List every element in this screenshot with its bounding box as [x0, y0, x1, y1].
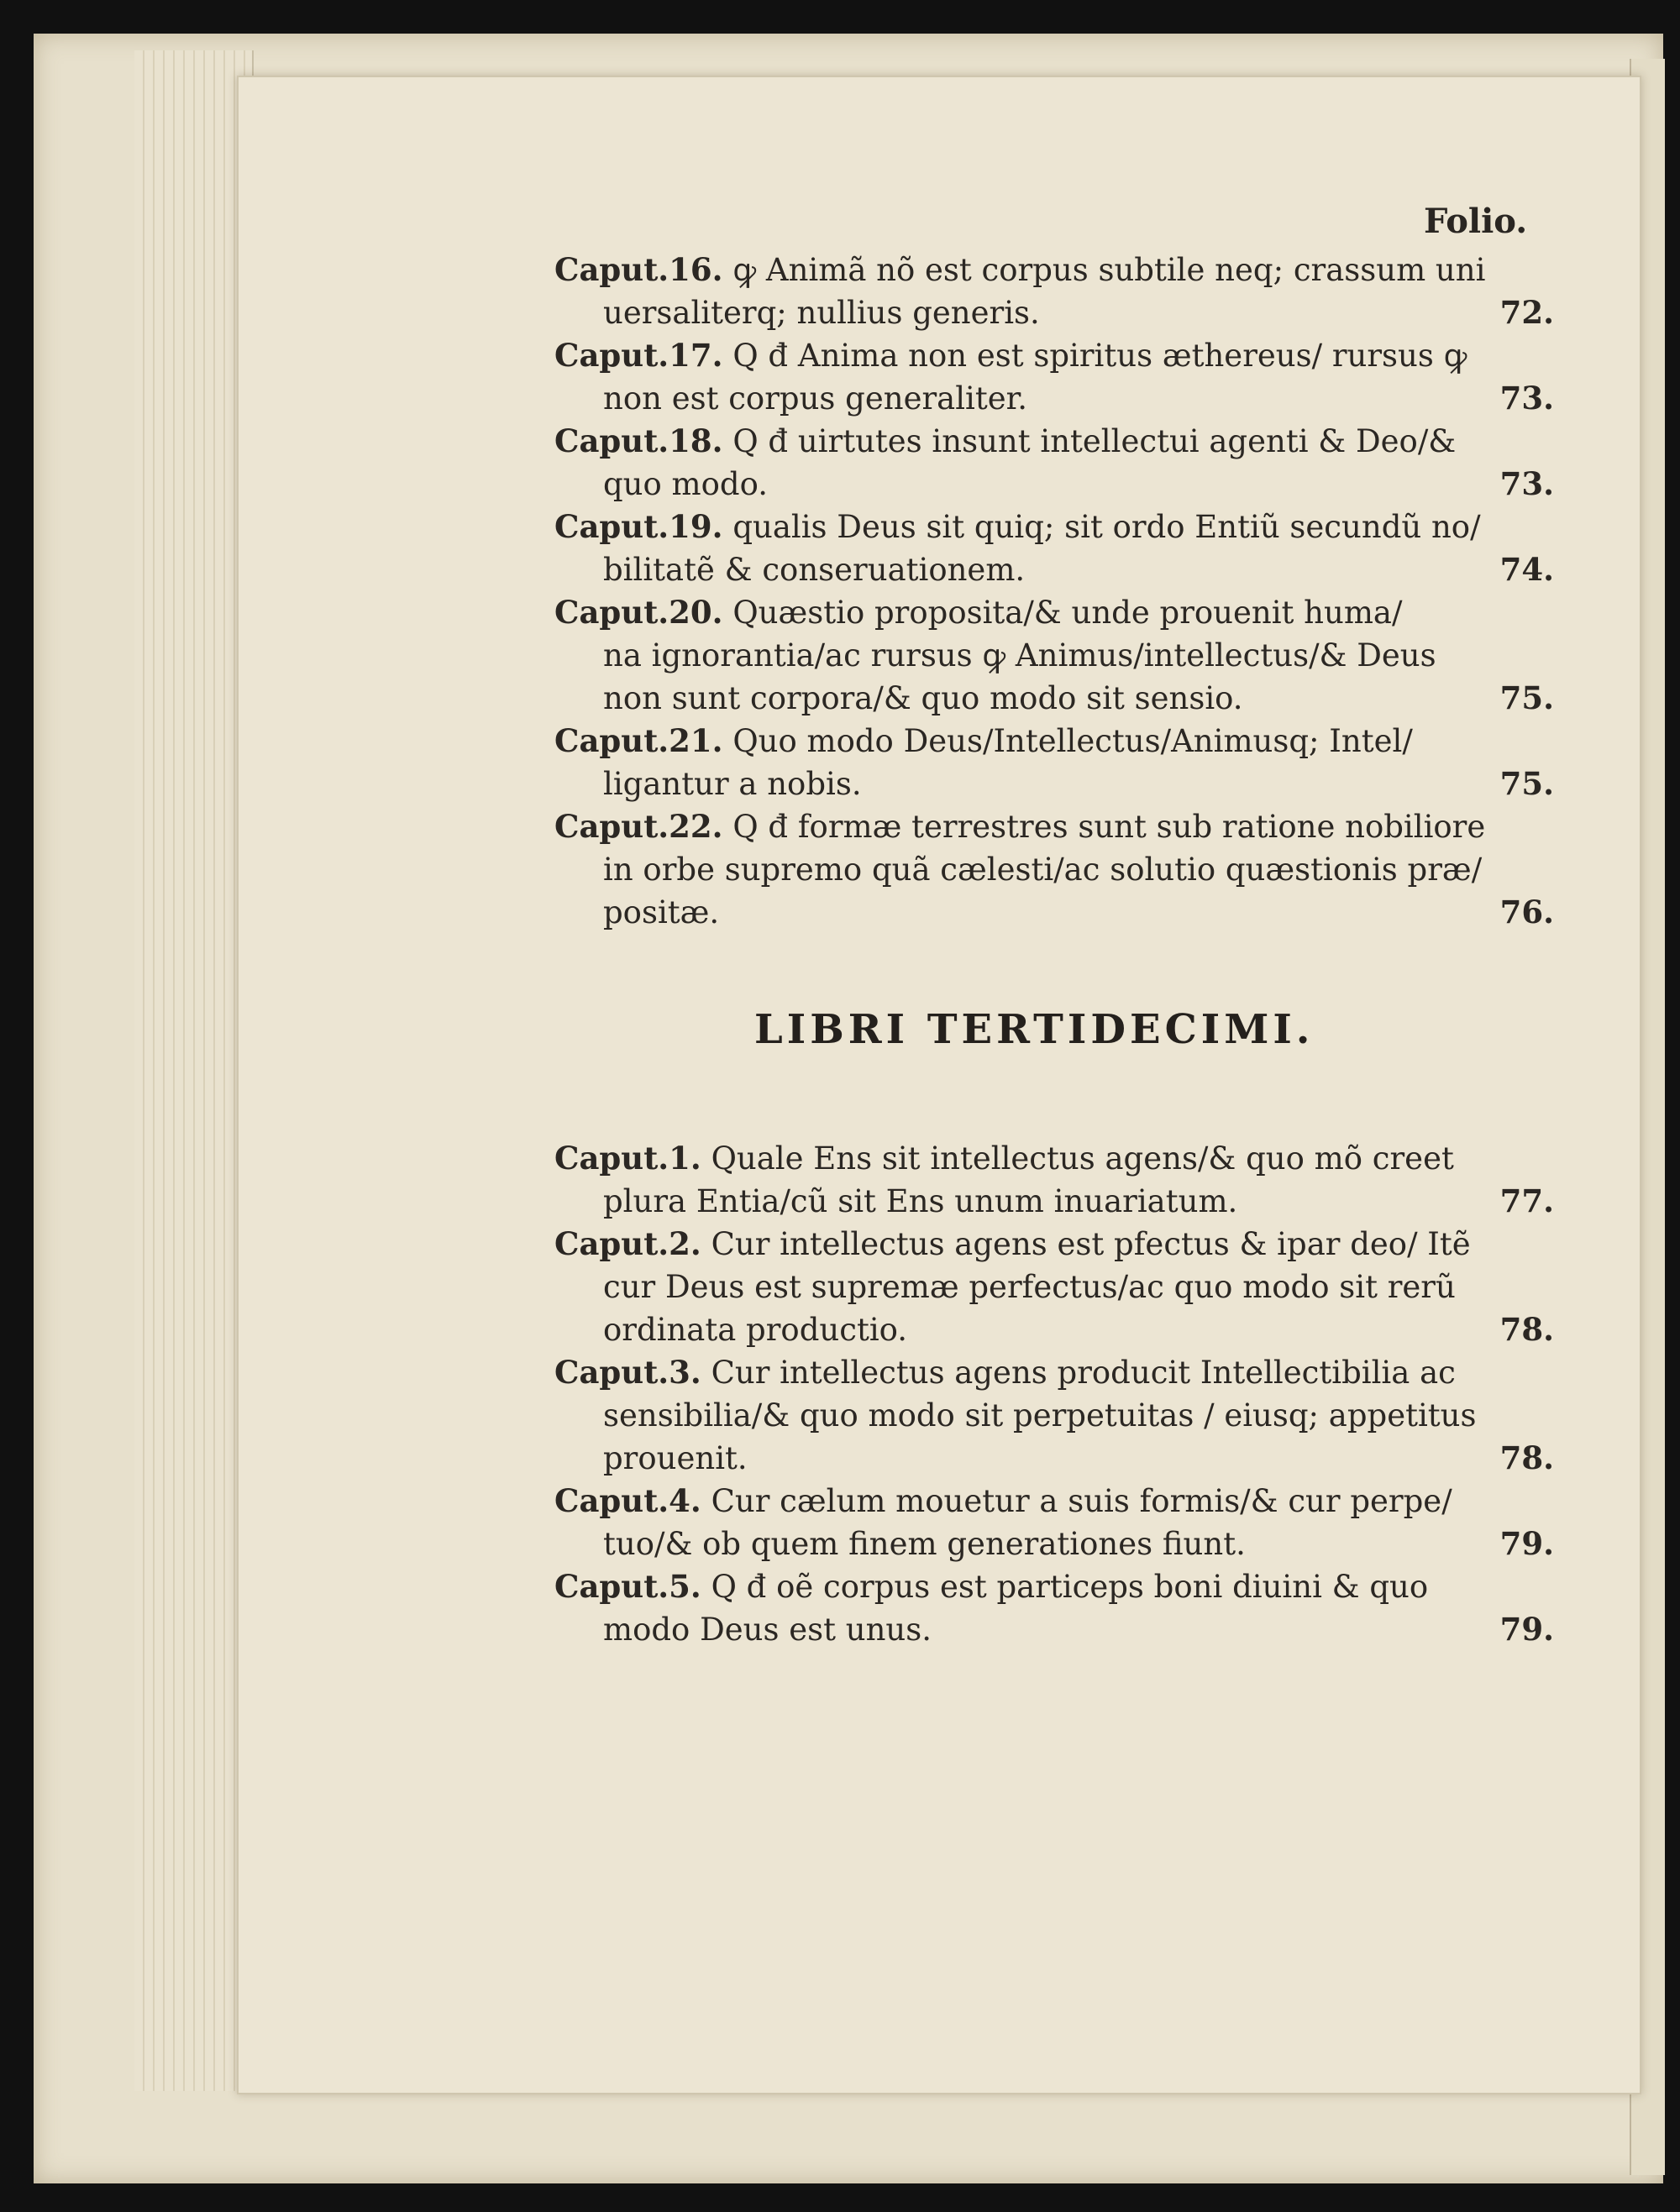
toc-entry	[554, 1480, 1554, 1565]
chapter-label: Caput.17.	[554, 337, 723, 374]
toc-entry	[554, 1565, 1554, 1651]
toc-list-book-13	[554, 1137, 1554, 1651]
toc-entry-line	[554, 249, 1554, 291]
chapter-label: Caput.19.	[554, 508, 723, 545]
page-number: 75.	[1499, 765, 1554, 802]
chapter-title-text: Quæstio proposita/& unde prouenit huma/	[732, 595, 1403, 631]
chapter-title-text: Q đ formæ terrestres sunt sub ratione nobiliore	[732, 809, 1486, 845]
chapter-title-text: bilitatẽ & conseruationem.	[603, 552, 1026, 588]
toc-entry	[554, 334, 1554, 420]
toc-entry-line	[554, 377, 1554, 420]
toc-entry	[554, 506, 1554, 591]
toc-entry-line	[554, 1565, 1554, 1608]
toc-entry-line	[554, 848, 1554, 891]
chapter-title-text: Quo modo Deus/Intellectus/Animusq; Intel/	[732, 723, 1413, 759]
toc-entry-line	[554, 1351, 1554, 1394]
toc-entry-line	[554, 1308, 1554, 1351]
chapter-title-text: modo Deus est unus.	[603, 1612, 932, 1648]
chapter-label: Caput.2.	[554, 1225, 701, 1262]
page-number: 73.	[1499, 465, 1554, 502]
chapter-label: Caput.21.	[554, 722, 723, 759]
chapter-label: Caput.1.	[554, 1140, 701, 1177]
chapter-title-text: ligantur a nobis.	[603, 766, 862, 802]
chapter-title-text: tuo/& ob quem finem generationes fiunt.	[603, 1526, 1246, 1562]
toc-entry-line	[554, 720, 1554, 763]
toc-entry-line	[554, 763, 1554, 805]
chapter-title-text: uersaliterq; nullius generis.	[603, 295, 1040, 331]
page-number: 73.	[1499, 380, 1554, 417]
chapter-title-text: Cur intellectus agens est pfectus & ipar deo/ Itẽ	[711, 1226, 1471, 1262]
chapter-label: Caput.3.	[554, 1354, 701, 1391]
toc-entry-line	[554, 420, 1554, 463]
toc-entry-line	[554, 1180, 1554, 1223]
chapter-title-text: ꝙ Animã nõ est corpus subtile neq; crassum uni	[732, 252, 1486, 288]
chapter-title-text: plura Entia/cũ sit Ens unum inuariatum.	[603, 1183, 1238, 1219]
toc-entry	[554, 1137, 1554, 1223]
chapter-title-text: Q đ Anima non est spiritus æthereus/ rursus ꝙ	[732, 338, 1467, 374]
toc-entry	[554, 1351, 1554, 1480]
page-number: 72.	[1499, 294, 1554, 331]
toc-entry	[554, 1223, 1554, 1351]
chapter-title-text: na ignorantia/ac rursus ꝙ Animus/intellectus/& Deus	[603, 637, 1436, 674]
chapter-title-text: prouenit.	[603, 1440, 748, 1476]
page-stack-edge	[134, 50, 254, 2091]
toc-entry-line	[554, 334, 1554, 377]
chapter-label: Caput.18.	[554, 422, 723, 459]
page-number: 78.	[1499, 1311, 1554, 1348]
page-number: 78.	[1499, 1439, 1554, 1476]
page-number: 76.	[1499, 894, 1554, 930]
chapter-label: Caput.5.	[554, 1568, 701, 1605]
chapter-title-text: in orbe supremo quã cælesti/ac solutio quæstionis præ/	[603, 852, 1483, 888]
toc-entry-line	[554, 1480, 1554, 1523]
toc-entry-line	[554, 891, 1554, 934]
page-number: 79.	[1499, 1611, 1554, 1648]
chapter-title-text: qualis Deus sit quiq; sit ordo Entiũ secundũ no/	[732, 509, 1481, 545]
toc-entry-line	[554, 1137, 1554, 1180]
page-number: 77.	[1499, 1182, 1554, 1219]
toc-entry-line	[554, 506, 1554, 548]
chapter-label: Caput.4.	[554, 1482, 701, 1519]
chapter-label: Caput.20.	[554, 594, 723, 631]
toc-entry-line	[554, 548, 1554, 591]
page-number: 74.	[1499, 551, 1554, 588]
toc-entry-line	[554, 805, 1554, 848]
chapter-title-text: Cur cælum mouetur a suis formis/& cur perpe/	[711, 1483, 1452, 1519]
page-number: 79.	[1499, 1525, 1554, 1562]
toc-entry-line	[554, 1223, 1554, 1266]
chapter-title-text: non est corpus generaliter.	[603, 380, 1028, 417]
chapter-title-text: sensibilia/& quo modo sit perpetuitas / eiusq; appetitus	[603, 1397, 1477, 1434]
toc-entry-line	[554, 1523, 1554, 1565]
folio-header: Folio.	[1424, 202, 1528, 241]
toc-entry	[554, 805, 1554, 934]
toc-entry	[554, 720, 1554, 805]
chapter-label: Caput.22.	[554, 808, 723, 845]
toc-entry-line	[554, 634, 1554, 677]
section-heading: LIBRI TERTIDECIMI.	[754, 1006, 1315, 1053]
chapter-title-text: positæ.	[603, 894, 720, 930]
chapter-title-text: Cur intellectus agens producit Intellectibilia ac	[711, 1355, 1456, 1391]
toc-entry-line	[554, 591, 1554, 634]
page-number: 75.	[1499, 679, 1554, 716]
chapter-title-text: Q đ uirtutes insunt intellectui agenti & Deo/&	[732, 423, 1457, 459]
toc-entry-line	[554, 1266, 1554, 1308]
toc-entry-line	[554, 463, 1554, 506]
toc-entry	[554, 420, 1554, 506]
toc-entry-line	[554, 291, 1554, 334]
chapter-title-text: ordinata productio.	[603, 1312, 908, 1348]
chapter-title-text: non sunt corpora/& quo modo sit sensio.	[603, 680, 1243, 716]
toc-entry-line	[554, 1437, 1554, 1480]
chapter-title-text: Quale Ens sit intellectus agens/& quo mõ creet	[711, 1140, 1454, 1177]
toc-entry-line	[554, 677, 1554, 720]
chapter-title-text: quo modo.	[603, 466, 768, 502]
toc-entry	[554, 591, 1554, 720]
chapter-label: Caput.16.	[554, 251, 723, 288]
toc-entry-line	[554, 1608, 1554, 1651]
toc-entry	[554, 249, 1554, 334]
toc-entry-line	[554, 1394, 1554, 1437]
chapter-title-text: cur Deus est supremæ perfectus/ac quo modo sit rerũ	[603, 1269, 1456, 1305]
toc-list-book-12	[554, 249, 1554, 934]
chapter-title-text: Q đ oẽ corpus est particeps boni diuini & quo	[711, 1569, 1429, 1605]
